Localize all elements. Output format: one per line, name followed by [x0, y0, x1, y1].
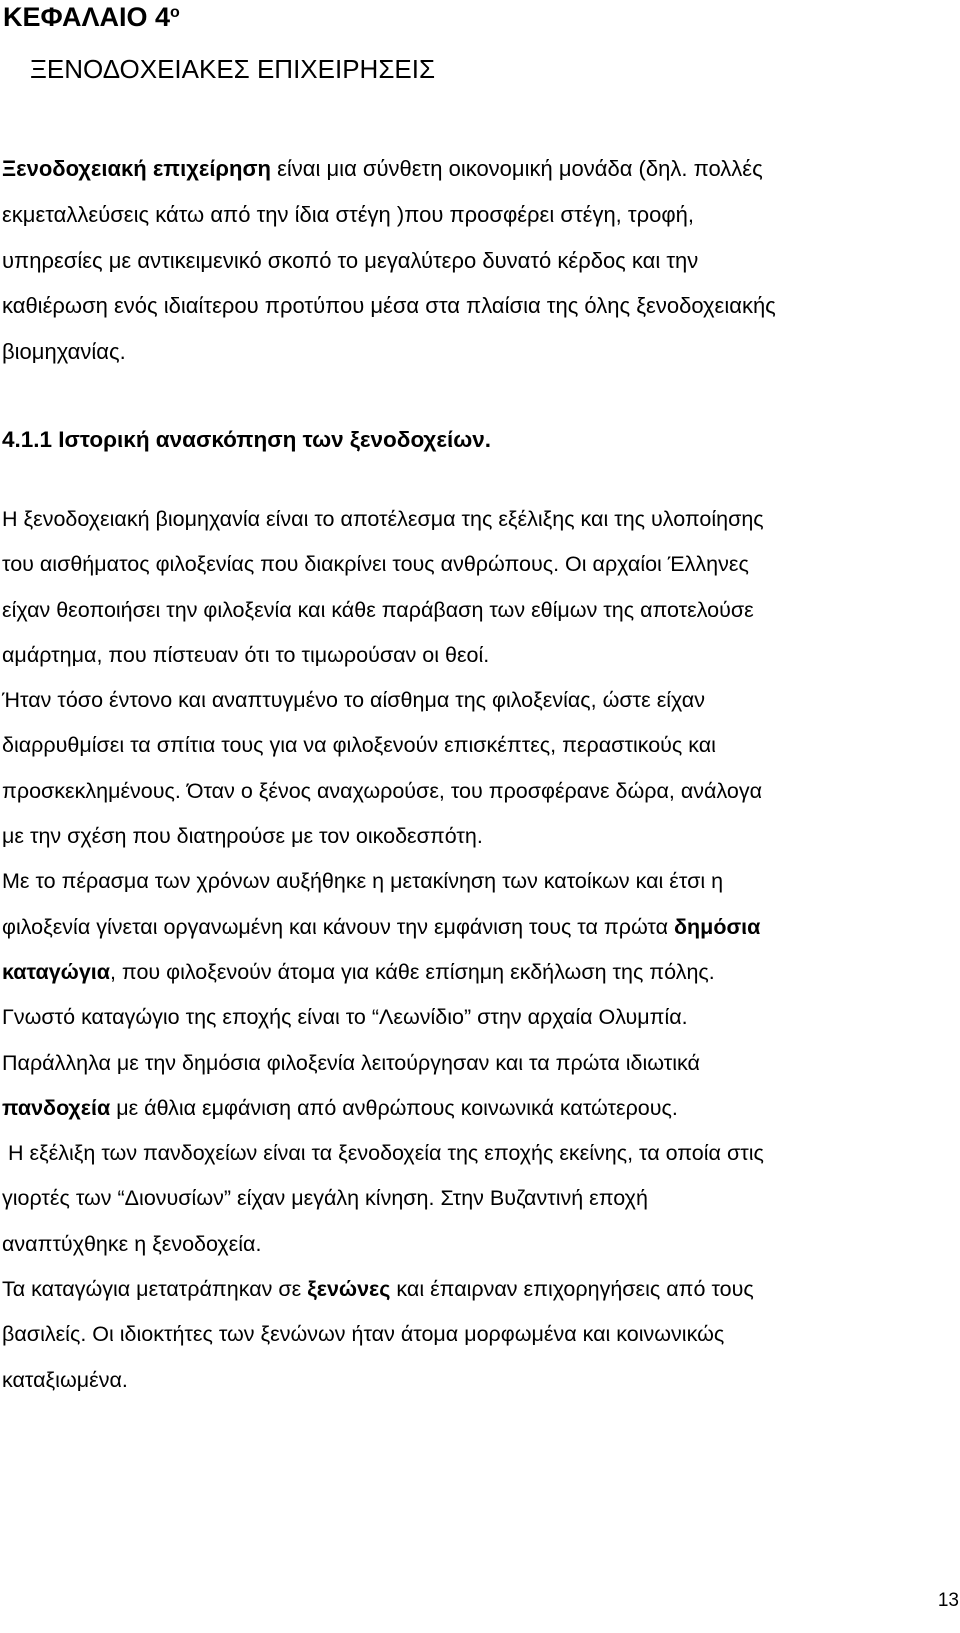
text-line: Με το πέρασμα των χρόνων αυξήθηκε η μετακίνηση των κατοίκων και έτσι η [2, 869, 724, 894]
text-line: βιομηχανίας. [2, 339, 126, 365]
text-span: είναι μια σύνθετη οικονομική μονάδα (δηλ. πολλές [270, 156, 763, 181]
text-span: και έπαιρναν επιχορηγήσεις από τους [390, 1277, 754, 1302]
text-line: προσκεκλημένους. Όταν ο ξένος αναχωρούσε, του προσφέρανε δώρα, ανάλογα [2, 778, 763, 803]
text-line: γιορτές των “Διονυσίων” είχαν μεγάλη κίνηση. Στην Βυζαντινή εποχή [2, 1186, 648, 1211]
text-line: με την σχέση που διατηρούσε με τον οικοδεσπότη. [2, 824, 483, 849]
text-line: Η εξέλιξη των πανδοχείων είναι τα ξενοδοχεία της εποχής εκείνης, τα οποία στις [2, 1141, 764, 1166]
chapter-title: ΞΕΝΟΔΟΧΕΙΑΚΕΣ ΕΠΙΧΕΙΡΗΣΕΙΣ [30, 54, 436, 84]
defined-term: Ξενοδοχειακή επιχείρηση [2, 156, 271, 181]
text-line: καταξιωμένα. [2, 1367, 128, 1392]
text-line: Γνωστό καταγώγιο της εποχής είναι το “Λεωνίδιο” στην αρχαία Ολυμπία. [2, 1005, 688, 1030]
page-number: 13 [937, 1590, 959, 1611]
text-span: , που φιλοξενούν άτομα για κάθε επίσημη εκδήλωση της πόλης. [109, 959, 715, 984]
text-line: βασιλείς. Οι ιδιοκτήτες των ξενώνων ήταν άτομα μορφωμένα και κοινωνικώς [2, 1322, 725, 1347]
text-line: του αισθήματος φιλοξενίας που διακρίνει τους ανθρώπους. Οι αρχαίοι Έλληνες [2, 552, 749, 577]
text-line [2, 905, 957, 950]
text-line: διαρρυθμίσει τα σπίτια τους για να φιλοξενούν επισκέπτες, περαστικούς και [2, 733, 716, 758]
text-line: αμάρτημα, που πίστευαν ότι το τιμωρούσαν οι θεοί. [2, 642, 490, 667]
text-line [2, 1086, 957, 1131]
section-heading: 4.1.1 Ιστορική ανασκόπηση των ξενοδοχείων. [2, 427, 492, 452]
text-line [2, 950, 957, 995]
text-line [2, 1267, 957, 1312]
text-span: φιλοξενία γίνεται οργανωμένη και κάνουν την εμφάνιση τους τα πρώτα [2, 914, 675, 939]
bold-term: πανδοχεία [2, 1095, 111, 1120]
chapter-label: ΚΕΦΑΛΑΙΟ 4 [3, 2, 170, 32]
bold-term: ξενώνες [307, 1277, 391, 1302]
text-line: υπηρεσίες με αντικειμενικό σκοπό το μεγαλύτερο δυνατό κέρδος και την [2, 247, 699, 273]
text-line: αναπτύχθηκε η ξενοδοχεία. [2, 1231, 262, 1256]
text-span: Τα καταγώγια μετατράπηκαν σε [2, 1277, 308, 1302]
text-span: με άθλια εμφάνιση από ανθρώπους κοινωνικά κατώτερους. [110, 1095, 678, 1120]
text-line: εκμεταλλεύσεις κάτω από την ίδια στέγη )που προσφέρει στέγη, τροφή, [2, 201, 694, 227]
text-line: Παράλληλα με την δημόσια φιλοξενία λειτούργησαν και τα πρώτα ιδιωτικά [2, 1050, 700, 1075]
definition-paragraph [2, 146, 952, 375]
chapter-number [3, 0, 180, 34]
bold-term: δημόσια [674, 914, 761, 939]
text-line: είχαν θεοποιήσει την φιλοξενία και κάθε παράβαση των εθίμων της αποτελούσε [2, 597, 754, 622]
chapter-superscript: ο [169, 4, 180, 21]
body-text [2, 497, 957, 1403]
text-line: καθιέρωση ενός ιδιαίτερου προτύπου μέσα στα πλαίσια της όλης ξενοδοχειακής [2, 293, 776, 319]
text-line [2, 146, 952, 192]
text-line: Ήταν τόσο έντονο και αναπτυγμένο το αίσθημα της φιλοξενίας, ώστε είχαν [2, 688, 705, 713]
text-line: Η ξενοδοχειακή βιομηχανία είναι το αποτέλεσμα της εξέλιξης και της υλοποίησης [2, 507, 764, 531]
bold-term: καταγώγια [2, 959, 110, 984]
